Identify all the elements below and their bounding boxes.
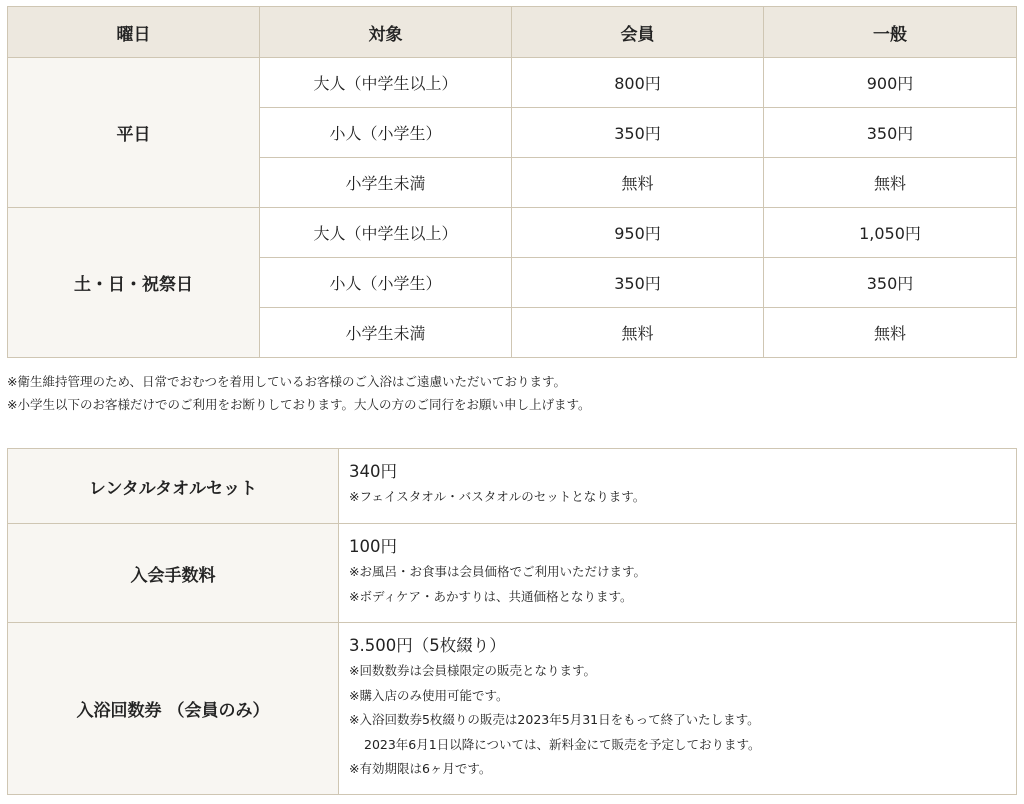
target-cell: 大人（中学生以上）: [260, 208, 512, 258]
table-row: [8, 58, 1017, 108]
member-price-cell: 800円: [512, 58, 764, 108]
towel-set-detail: [339, 449, 1017, 524]
target-cell: 小学生未満: [260, 308, 512, 358]
usage-notes: [7, 370, 590, 416]
member-price-cell: 無料: [512, 308, 764, 358]
tickets-note: ※回数数券は会員様限定の販売となります。: [349, 663, 596, 678]
enrollment-note: ※ボディケア・あかすりは、共通価格となります。: [349, 588, 633, 604]
option-row-tickets: [8, 623, 1017, 795]
bath-tickets-label: 入浴回数券 （会員のみ）: [8, 623, 339, 795]
target-cell: 小学生未満: [260, 158, 512, 208]
table-header-row: [8, 7, 1017, 58]
target-cell: 小人（小学生）: [260, 258, 512, 308]
towel-set-price: 340円: [349, 462, 397, 481]
target-cell: 大人（中学生以上）: [260, 58, 512, 108]
member-price-cell: 950円: [512, 208, 764, 258]
enrollment-fee-label: 入会手数料: [8, 524, 339, 623]
tickets-note: ※購入店のみ使用可能です。: [349, 687, 509, 703]
enrollment-fee-price: 100円: [349, 537, 397, 556]
header-day: 曜日: [8, 7, 260, 58]
member-price-cell: 350円: [512, 258, 764, 308]
enrollment-fee-detail: [339, 524, 1017, 623]
general-price-cell: 無料: [764, 308, 1017, 358]
table-row: [8, 208, 1017, 258]
note-diaper: ※衛生維持管理のため、日常でおむつを着用しているお客様のご入浴はご遠慮いただいております。: [7, 374, 566, 389]
option-row-enrollment: [8, 524, 1017, 623]
member-price-cell: 無料: [512, 158, 764, 208]
target-cell: 小人（小学生）: [260, 108, 512, 158]
tickets-note: ※有効期限は6ヶ月です。: [349, 761, 492, 776]
bath-tickets-detail: [339, 623, 1017, 795]
day-weekend-holiday: 土・日・祝祭日: [8, 208, 260, 358]
options-table: [7, 448, 1017, 795]
tickets-note: 2023年6月1日以降については、新料金にて販売を予定しております。: [364, 736, 761, 752]
towel-set-note: ※フェイスタオル・バスタオルのセットとなります。: [349, 489, 646, 504]
header-target: 対象: [260, 7, 512, 58]
member-price-cell: 350円: [512, 108, 764, 158]
general-price-cell: 350円: [764, 258, 1017, 308]
header-member: 会員: [512, 7, 764, 58]
towel-set-label: レンタルタオルセット: [8, 449, 339, 524]
general-price-cell: 1,050円: [764, 208, 1017, 258]
header-general: 一般: [764, 7, 1017, 58]
general-price-cell: 900円: [764, 58, 1017, 108]
day-weekday: 平日: [8, 58, 260, 208]
tickets-note: ※入浴回数券5枚綴りの販売は2023年5月31日をもって終了いたします。: [349, 712, 760, 727]
price-table: [7, 6, 1017, 358]
option-row-towel: [8, 449, 1017, 524]
general-price-cell: 350円: [764, 108, 1017, 158]
enrollment-note: ※お風呂・お食事は会員価格でご利用いただけます。: [349, 564, 646, 579]
note-children: ※小学生以下のお客様だけでのご利用をお断りしております。大人の方のご同行をお願い申し上げます。: [7, 397, 591, 412]
bath-tickets-price: 3.500円（5枚綴り）: [349, 636, 506, 655]
general-price-cell: 無料: [764, 158, 1017, 208]
